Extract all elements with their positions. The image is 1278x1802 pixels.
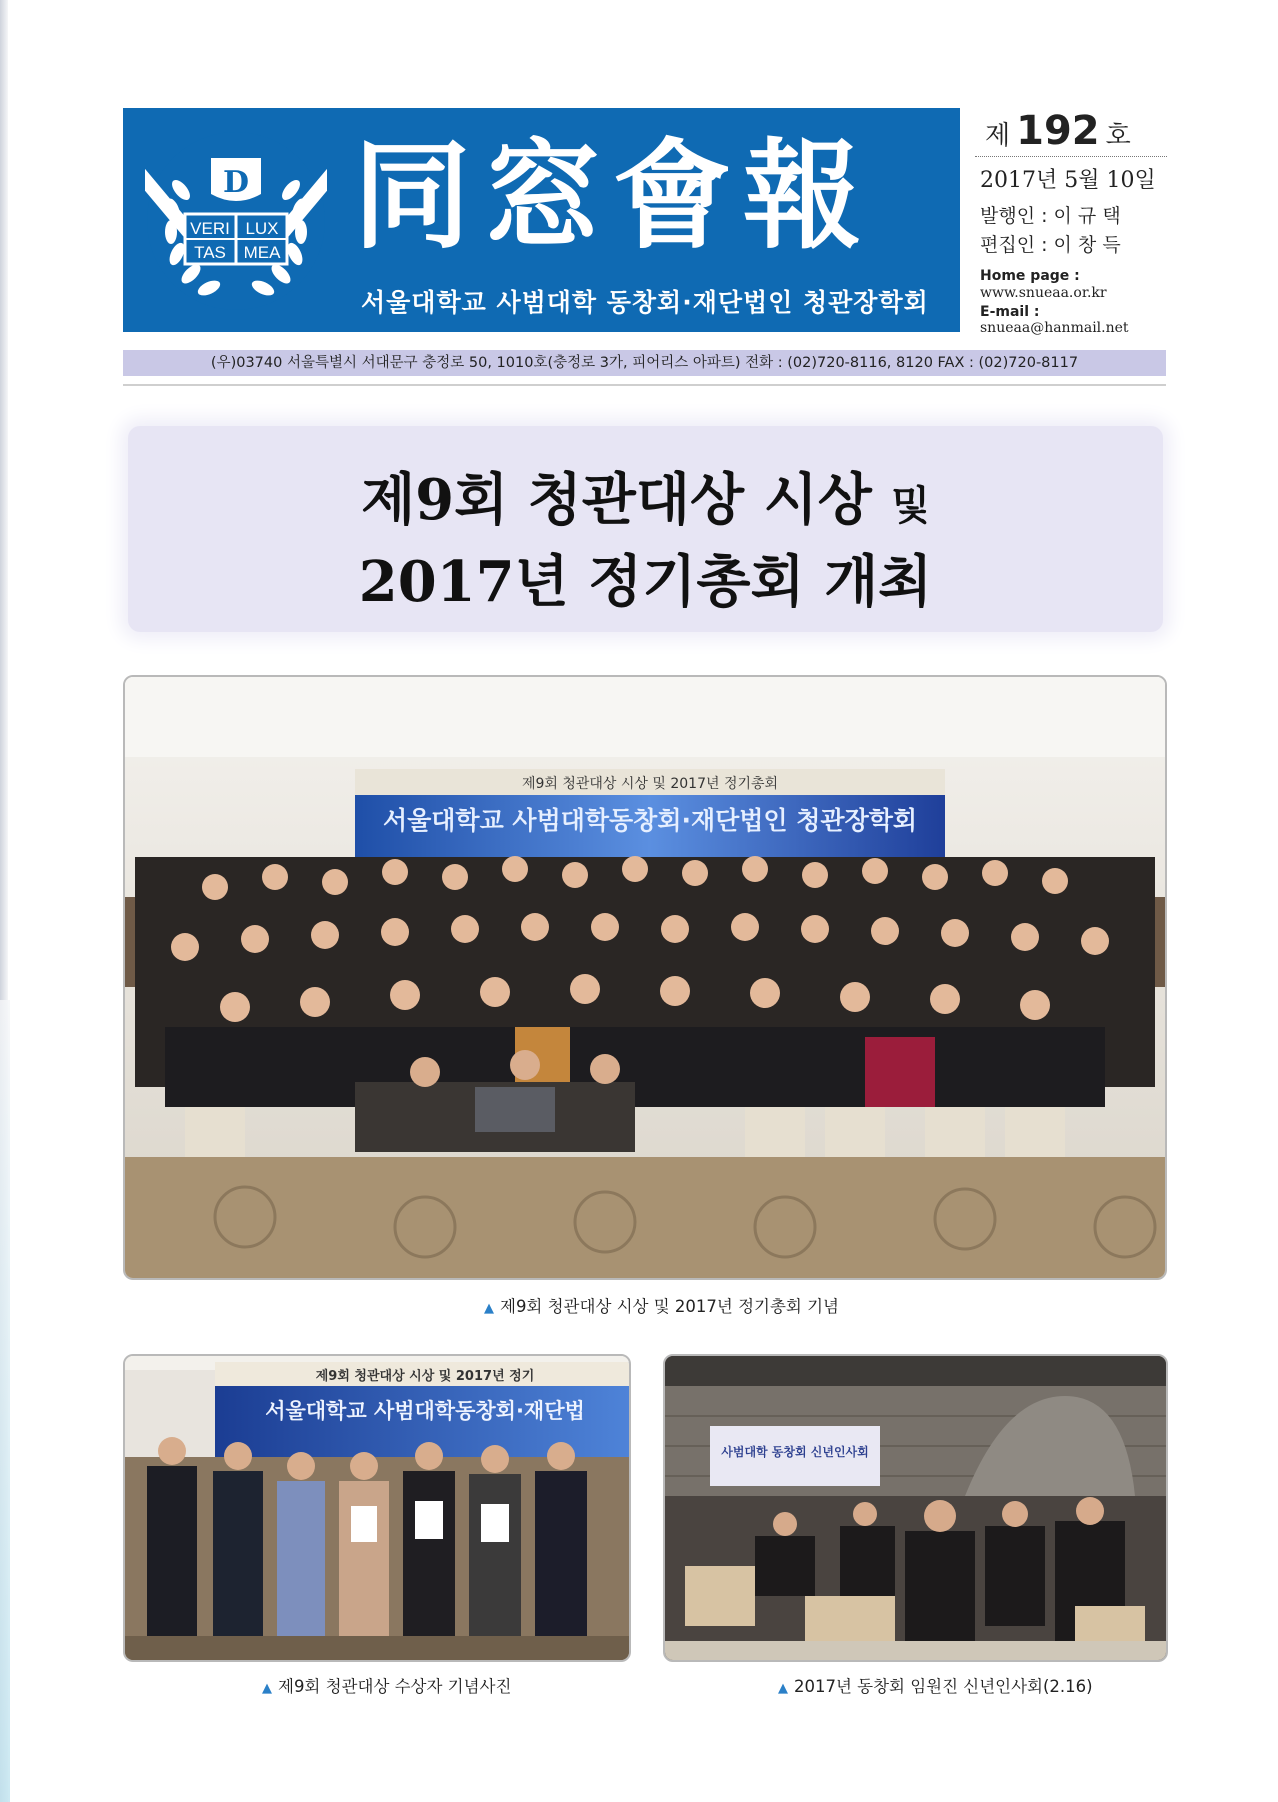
seal-letter: D	[222, 165, 250, 200]
left-banner-big: 서울대학교 사범대학동창회·재단법	[265, 1399, 585, 1423]
masthead-rule	[123, 384, 1166, 386]
award-winners-caption	[262, 1673, 511, 1697]
award-winners-photo	[123, 1354, 631, 1662]
headline-line1-text: 제9회 청관대상 시상	[361, 467, 872, 533]
headline-line1-small: 및	[891, 482, 930, 529]
main-group-photo	[123, 675, 1167, 1280]
issue-suffix: 호	[1105, 121, 1131, 151]
issue-number	[985, 108, 1165, 158]
new-year-meeting-caption-text: 2017년 동창회 임원진 신년인사회(2.16)	[794, 1677, 1093, 1696]
left-banner-top: 제9회 청관대상 시상 및 2017년 정기	[315, 1369, 535, 1384]
main-photo-caption-text: 제9회 청관대상 시상 및 2017년 정기총회 기념	[500, 1297, 839, 1316]
homepage-label: Home page :	[980, 268, 1080, 284]
university-seal-icon	[145, 130, 327, 312]
seal-word-lux: LUX	[245, 219, 279, 238]
award-winners-caption-text: 제9회 청관대상 수상자 기념사진	[278, 1677, 512, 1696]
main-photo-caption	[484, 1293, 839, 1317]
issue-date: 2017년 5월 10일	[980, 168, 1156, 193]
issue-divider	[975, 156, 1167, 157]
new-year-meeting-photo	[663, 1354, 1168, 1662]
newsletter-title: 同窓會報	[353, 126, 874, 265]
issue-prefix: 제	[985, 121, 1011, 151]
seal-word-veri: VERI	[190, 219, 230, 238]
caption-triangle-icon: ▲	[484, 1301, 494, 1316]
caption-triangle-icon: ▲	[262, 1681, 272, 1696]
address-bar: (우)03740 서울특별시 서대문구 충정로 50, 1010호(충정로 3가, 피어리스 아파트) 전화 : (02)720-8116, 8120 FAX : (02)720-8117	[123, 350, 1166, 376]
masthead	[123, 108, 960, 332]
right-banner: 사범대학 동창회 신년인사회	[721, 1445, 869, 1459]
issue-number-value: 192	[1016, 108, 1100, 154]
caption-triangle-icon: ▲	[778, 1681, 788, 1696]
homepage-link[interactable]: www.snueaa.or.kr	[980, 285, 1107, 301]
email-label: E-mail :	[980, 304, 1040, 320]
page-edge-tint	[0, 1000, 10, 1802]
seal-word-mea: MEA	[243, 243, 281, 262]
main-banner-big: 서울대학교 사범대학동창회·재단법인 청관장학회	[382, 806, 918, 835]
email-link[interactable]: snueaa@hanmail.net	[980, 320, 1129, 336]
headline-line2: 2017년 정기총회 개최	[358, 549, 933, 615]
editor: 편집인 : 이 창 득	[980, 234, 1121, 256]
main-banner-top: 제9회 청관대상 시상 및 2017년 정기총회	[521, 776, 779, 792]
headline-box	[128, 426, 1163, 632]
publisher: 발행인 : 이 규 택	[980, 205, 1121, 227]
seal-word-tas: TAS	[194, 243, 226, 262]
newsletter-subtitle: 서울대학교 사범대학 동창회·재단법인 청관장학회	[361, 288, 929, 317]
new-year-meeting-caption	[778, 1673, 1093, 1697]
headline-line1	[128, 456, 1163, 536]
